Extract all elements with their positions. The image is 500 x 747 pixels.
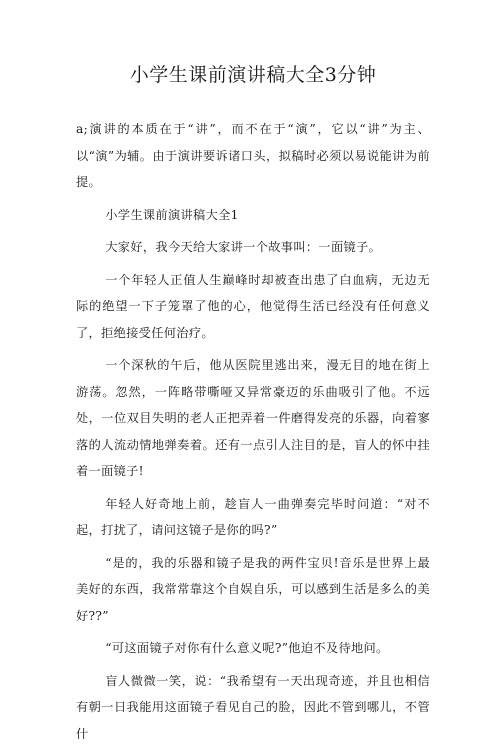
- page-title: 小学生课前演讲稿大全3分钟: [76, 62, 430, 88]
- story-paragraph: 盲人微微一笑，说：“我希望有一天出现奇迹，并且也相信有朝一日我能用这面镜子看见自己的脸，因此不管到哪儿，不管什: [76, 668, 430, 747]
- story-paragraph: “是的，我的乐器和镜子是我的两件宝贝!音乐是世界上最美好的东西，我常常靠这个自娱自乐，可以感到生活是多么的美好??”: [76, 550, 430, 630]
- story-paragraph: “可这面镜子对你有什么意义呢?”他迫不及待地问。: [76, 635, 430, 662]
- section-heading: 小学生课前演讲稿大全1: [76, 202, 430, 229]
- intro-paragraph: a;演讲的本质在于“讲”，而不在于“演”，它以“讲”为主、以“演”为辅。由于演讲要诉诸口头，拟稿时必须以易说能讲为前提。: [76, 116, 430, 196]
- document-body: [76, 116, 430, 747]
- story-paragraph: 一个年轻人正值人生巅峰时却被查出患了白血病，无边无际的绝望一下子笼罩了他的心，他觉得生活已经没有任何意义了，拒绝接受任何治疗。: [76, 267, 430, 347]
- story-paragraph: 一个深秋的午后，他从医院里逃出来，漫无目的地在街上游荡。忽然，一阵略带嘶哑又异常豪迈的乐曲吸引了他。不远处，一位双目失明的老人正把弄着一件磨得发亮的乐器，向着寥落的人流动情地弹奏着。还有一点引人注目的是，盲人的怀中挂着一面镜子!: [76, 352, 430, 485]
- story-paragraph: 年轻人好奇地上前，趁盲人一曲弹奏完毕时问道：“对不起，打扰了，请问这镜子是你的吗?”: [76, 491, 430, 544]
- story-paragraph: 大家好，我今天给大家讲一个故事叫：一面镜子。: [76, 234, 430, 261]
